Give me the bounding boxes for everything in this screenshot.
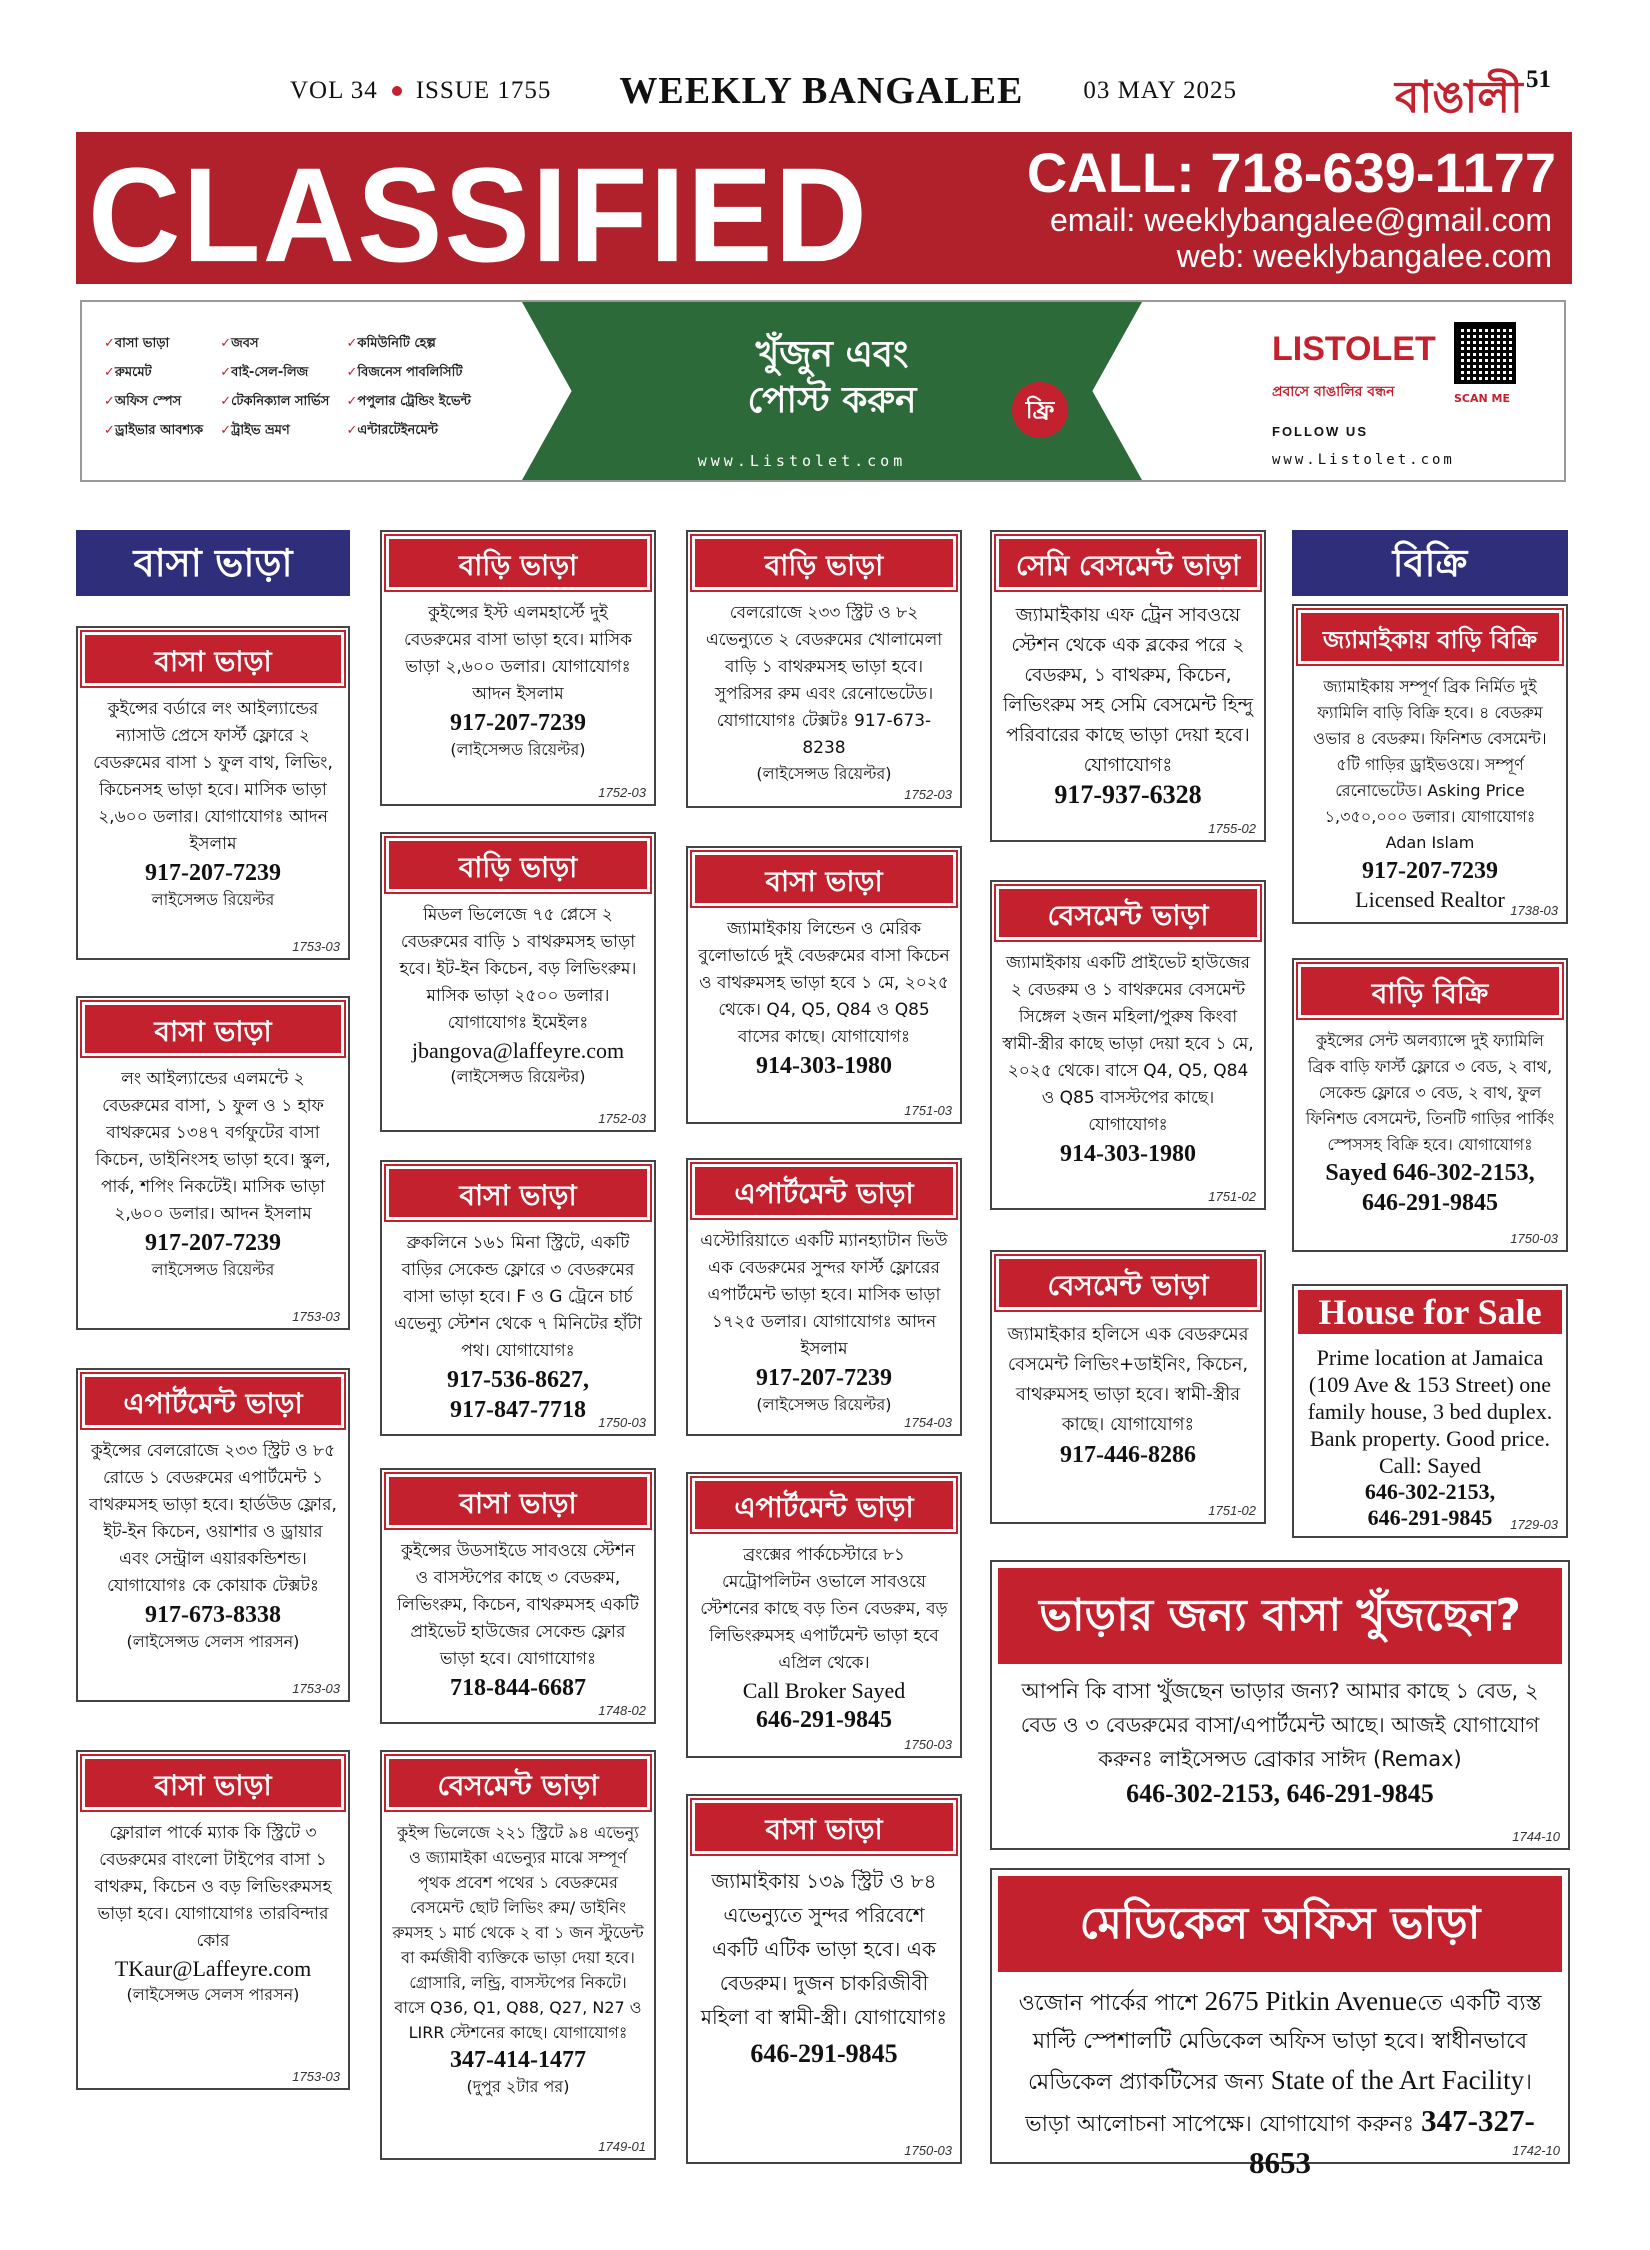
ad-description: বেলরোজে ২৩৩ স্ট্রিট ও ৮২ এভেন্যুতে ২ বেডরুমের খোলামেলা বাড়ি ১ বাথরুমসহ ভাড়া হবে। সুপরিসর রুম এবং রেনোভেটেড। যোগাযোগঃ টেক্সটঃ 917-673-8238	[705, 603, 943, 758]
listolet-categories	[104, 334, 474, 442]
ad-text	[382, 896, 654, 1089]
classified-ad	[1292, 604, 1568, 924]
ad-description: কুইন্সের বেলরোজে ২৩৩ স্ট্রিট ও ৮৫ রোডে ১ বেডরুমের এপার্টমেন্ট ১ বাথরুমসহ ভাড়া হবে। হার্ডউড ফ্লোর, ইট-ইন কিচেন, ওয়াশার ও ড্রায়ার এবং সেন্ট্রাল এয়ারকন্ডিশন্ড। যোগাযোগঃ কে কোয়াক টেক্সটঃ	[89, 1441, 337, 1596]
ad-subtext: লাইসেন্সড রিয়েল্টর	[151, 1260, 275, 1279]
ad-phone: 718-844-6687	[450, 1675, 586, 1701]
ad-subtext: (লাইসেন্সড রিয়েল্টর)	[756, 1395, 892, 1414]
ad-phone: 917-446-8286	[1060, 1442, 1196, 1468]
ad-text	[688, 1536, 960, 1735]
ad-code: 1750-03	[598, 1415, 646, 1430]
ad-text	[992, 1670, 1568, 1812]
ad-text	[992, 1978, 1568, 2186]
ad-phone: 646-291-9845	[1367, 1505, 1493, 1530]
ad-description: জ্যামাইকায় ১৩৯ স্ট্রিট ও ৮৪ এভেন্যুতে সুন্দর পরিবেশে একটি এটিক ভাড়া হবে। এক বেডরুম। দুজন চাকরিজীবী মহিলা বা স্বামী-স্ত্রী। যোগাযোগঃ	[700, 1869, 948, 2029]
ad-title: House for Sale	[1298, 1290, 1562, 1334]
ad-title: বেসমেন্ট ভাড়া	[386, 1756, 650, 1810]
category-item: ✓ বিজনেস পাবলিসিটি	[346, 363, 474, 384]
ad-title: ভাড়ার জন্য বাসা খুঁজছেন?	[998, 1568, 1562, 1664]
ad-title: বাসা ভাড়া	[82, 1756, 344, 1810]
category-item: ✓ এন্টারটেইনমেন্ট	[346, 421, 474, 442]
ad-text	[992, 594, 1264, 810]
ad-code: 1729-03	[1510, 1517, 1558, 1532]
ad-phone: 914-303-1980	[1060, 1141, 1196, 1167]
category-item: ✓ জবস	[220, 334, 332, 355]
ad-phone: 646-291-9845	[1362, 1190, 1498, 1216]
classified-ad	[380, 832, 656, 1132]
ad-description: কুইন্সের উডসাইডে সাবওয়ে স্টেশন ও বাসস্টপের কাছে ৩ বেডরুম, লিভিংরুম, কিচেন, বাথরুমসহ একটি প্রাইভেট হাউজের সেকেন্ড ফ্লোর ভাড়া হবে। যোগাযোগঃ	[397, 1541, 639, 1669]
ad-description: কুইন্স ভিলেজে ২২১ স্ট্রিটে ৯৪ এভেন্যু ও জ্যামাইকা এভেন্যুর মাঝে সম্পূর্ণ পৃথক প্রবেশ পথের ১ বেডরুমের বেসমেন্ট ছোট লিভিং রুম/ ডাইনিং রুমসহ ১ মার্চ থেকে ২ বা ১ জন স্টুডেন্ট বা কর্মজীবী ব্যক্তিকে ভাড়া দেয়া হবে। গ্রোসারি, লন্ড্রি, বাসস্টপের নিকটে। বাসে Q36, Q1, Q88, Q27, N27 ও LIRR স্টেশনের কাছে। যোগাযোগঃ	[392, 1823, 644, 2042]
classified-ad	[686, 1158, 962, 1436]
ad-title: বাড়ি বিক্রি	[1298, 964, 1562, 1018]
ad-phone: 347-414-1477	[450, 2047, 586, 2073]
issue-number: ISSUE 1755	[415, 77, 552, 104]
listolet-tagline: প্রবাসে বাঙালির বন্ধন	[1272, 384, 1395, 400]
ad-description: তে একটি ব্যস্ত মাল্টি স্পেশালটি মেডিকেল অফিস ভাড়া হবে। স্বাধীনভাবে মেডিকেল প্র্যাকটিসের জন্য	[1027, 1991, 1542, 2095]
ad-code: 1751-02	[1208, 1189, 1256, 1204]
masthead	[290, 66, 1551, 123]
ad-subtext: (লাইসেন্সড রিয়েল্টর)	[450, 1067, 586, 1086]
ad-title: বাসা ভাড়া	[82, 632, 344, 686]
ad-description: ব্রুকলিনে ১৬১ মিনা স্ট্রিটে, একটি বাড়ির সেকেন্ড ফ্লোরে ৩ বেডরুমের বাসা ভাড়া হবে। F ও G ট্রেনে চার্চ এভেন্যু স্টেশন থেকে ৭ মিনিটের হাঁটা পথ। যোগাযোগঃ	[394, 1233, 642, 1361]
ad-text	[688, 594, 960, 786]
ad-text	[78, 1060, 348, 1282]
ad-email: jbangova@laffeyre.com	[411, 1038, 625, 1063]
ad-description: জ্যামাইকায় এফ ট্রেন সাবওয়ে স্টেশন থেকে এক ব্লকের পরে ২ বেডরুম, ১ বাথরুম, কিচেন, লিভিংরুম সহ সেমি বেসমেন্ট হিন্দু পরিবারের কাছে ভাড়া দেয়া হবে। যোগাযোগঃ	[1002, 604, 1254, 776]
classified-banner	[76, 132, 1572, 291]
ad-description: Prime location at Jamaica (109 Ave & 153 Street) one family house, 3 bed duplex. Bank property. Good price. Call: Sayed	[1307, 1345, 1553, 1478]
ad-code: 1753-03	[292, 1309, 340, 1324]
ad-phone: 646-302-2153, 646-291-9845	[1126, 1779, 1434, 1808]
ad-text	[1294, 1022, 1566, 1218]
classified-ad	[686, 1794, 962, 2164]
ad-title: বেসমেন্ট ভাড়া	[996, 886, 1260, 940]
ad-phone: 914-303-1980	[756, 1053, 892, 1079]
ad-title: বাড়ি ভাড়া	[386, 536, 650, 590]
listolet-url-right: www.Listolet.com	[1272, 452, 1455, 468]
ad-title: বাসা ভাড়া	[386, 1474, 650, 1528]
ad-text	[688, 910, 960, 1081]
listolet-url: www.Listolet.com	[697, 452, 907, 470]
ad-code: 1748-02	[598, 1703, 646, 1718]
category-item: ✓ বাসা ভাড়া	[104, 334, 206, 355]
classified-ad	[1292, 958, 1568, 1252]
ad-description: এস্টোরিয়াতে একটি ম্যানহ্যাটান ভিউ এক বেডরুমের সুন্দর ফার্স্ট ফ্লোরের এপার্টমেন্ট ভাড়া হবে। মাসিক ভাড়া ১৭২৫ ডলার। যোগাযোগঃ আদন ইসলাম	[700, 1231, 948, 1359]
ad-description: মিডল ভিলেজে ৭৫ প্লেসে ২ বেডরুমের বাড়ি ১ বাথরুমসহ ভাড়া হবে। ইট-ইন কিচেন, বড় লিভিংরুম। মাসিক ভাড়া ২৫০০ ডলার। যোগাযোগঃ ইমেইলঃ	[399, 905, 637, 1033]
ad-code: 1742-10	[1512, 2143, 1560, 2158]
ad-text	[1294, 668, 1566, 914]
classified-ad	[990, 1560, 1570, 1850]
ad-description: আপনি কি বাসা খুঁজছেন ভাড়ার জন্য? আমার কাছে ১ বেড, ২ বেড ও ৩ বেডরুমের বাসা/এপার্টমেন্ট আছে। আজই যোগাযোগ করুনঃ লাইসেন্সড ব্রোকার সাঈদ (Remax)	[1020, 1679, 1540, 1771]
ad-subtext: (লাইসেন্সড সেলস পারসন)	[126, 1985, 300, 2004]
classified-ad	[380, 1750, 656, 2160]
banner-title: CLASSIFIED	[88, 140, 869, 291]
ad-code: 1750-03	[904, 2143, 952, 2158]
slogan-line: পোস্ট করুন	[747, 380, 917, 421]
section-header-sale: বিক্রি	[1292, 530, 1568, 596]
ad-text	[382, 594, 654, 762]
ad-description: কুইন্সের বর্ডারে লং আইল্যান্ডের ন্যাসাউ প্রেসে ফার্স্ট ফ্লোরে ২ বেডরুমের বাসা ১ ফুল বাথ, লিভিং, কিচেনসহ ভাড়া হবে। মাসিক ভাড়া ২,৬০০ ডলার। যোগাযোগঃ আদন ইসলাম	[93, 699, 333, 854]
ad-description: লং আইল্যান্ডের এলমন্টে ২ বেডরুমের বাসা, ১ ফুল ও ১ হাফ বাথরুমের ১৩৪৭ বর্গফুটের বাসা কিচেন, ডাইনিংসহ ভাড়া হবে। স্কুল, পার্ক, শপিং নিকটেই। মাসিক ভাড়া ২,৬০০ ডলার। আদন ইসলাম	[95, 1069, 331, 1224]
publication-logo: বাঙালী	[1395, 72, 1523, 123]
ad-text	[382, 1532, 654, 1703]
ad-title: বাসা ভাড়া	[692, 1800, 956, 1854]
ad-title: বাসা ভাড়া	[692, 852, 956, 906]
ad-phone: 646-302-2153,	[1364, 1479, 1496, 1504]
ad-text	[78, 1814, 348, 2007]
category-item: ✓ ট্রাইভ ভ্রমণ	[220, 421, 332, 442]
free-badge: ফ্রি	[1012, 382, 1068, 438]
ad-description: জ্যামাইকার হলিসে এক বেডরুমের বেসমেন্ট লিভিং+ডাইনিং, কিচেন, বাথরুমসহ ভাড়া হবে। স্বামী-স্ত্রীর কাছে। যোগাযোগঃ	[1007, 1324, 1249, 1435]
ad-phone: Sayed 646-302-2153,	[1325, 1160, 1535, 1186]
classified-ad	[76, 1368, 350, 1702]
ad-address: 2675 Pitkin Avenue	[1204, 1986, 1418, 2016]
classified-ad	[380, 1468, 656, 1724]
banner-phone: CALL: 718-639-1177	[1026, 141, 1556, 204]
ad-subtext: (লাইসেন্সড সেলস পারসন)	[126, 1632, 300, 1651]
ad-email: TKaur@Laffeyre.com	[114, 1956, 312, 1981]
ad-text	[688, 1858, 960, 2074]
ad-code: 1752-03	[598, 1111, 646, 1126]
ad-title: বাড়ি ভাড়া	[692, 536, 956, 590]
classified-ad	[76, 626, 350, 960]
classified-ad	[990, 1250, 1266, 1524]
ad-phone: 917-207-7239	[756, 1365, 892, 1391]
listolet-logo: LISTOLET	[1272, 330, 1436, 368]
volume: VOL 34	[290, 77, 378, 104]
ad-call-broker: Call Broker Sayed	[742, 1678, 906, 1703]
classified-ad	[76, 996, 350, 1330]
ad-code: 1749-01	[598, 2139, 646, 2154]
classified-ad	[686, 846, 962, 1124]
ad-phone: 347-327-8653	[1249, 2103, 1535, 2180]
ad-text	[688, 1222, 960, 1417]
category-item: ✓ কমিউনিটি হেল্প	[346, 334, 474, 355]
classified-ad	[380, 530, 656, 806]
ad-description: জ্যামাইকায় একটি প্রাইভেট হাউজের ২ বেডরুম ও ১ বাথরুমের বেসমেন্ট সিঙ্গেল ২জন মহিলা/পুরুষ কিংবা স্বামী-স্ত্রীর কাছে ভাড়া দেয়া হবে ১ মে, ২০২৫ থেকে। বাসে Q4, Q5, Q84 ও Q85 বাসস্টপের কাছে। যোগাযোগঃ	[1002, 953, 1254, 1135]
ad-phone: 917-207-7239	[145, 860, 281, 886]
ad-code: 1752-03	[904, 787, 952, 802]
ad-code: 1753-03	[292, 2069, 340, 2084]
ad-text	[78, 690, 348, 912]
ad-code: 1750-03	[904, 1737, 952, 1752]
ad-code: 1750-03	[1510, 1231, 1558, 1246]
ad-description: কুইন্সের ইস্ট এলমহার্স্টে দুই বেডরুমের বাসা ভাড়া হবে। মাসিক ভাড়া ২,৬০০ ডলার। যোগাযোগঃ আদন ইসলাম	[403, 603, 633, 704]
ad-phone: 917-673-8338	[145, 1602, 281, 1628]
ad-phone: 917-847-7718	[450, 1397, 586, 1423]
ad-subtext: (লাইসেন্সড রিয়েল্টর)	[450, 740, 586, 759]
ad-code: 1738-03	[1510, 903, 1558, 918]
ad-text	[78, 1432, 348, 1654]
banner-web: web: weeklybangalee.com	[1176, 238, 1552, 274]
classified-ad	[686, 1472, 962, 1758]
banner-email: email: weeklybangalee@gmail.com	[1049, 202, 1552, 238]
ad-code: 1753-03	[292, 939, 340, 954]
ad-subtext: (লাইসেন্সড রিয়েল্টর)	[756, 764, 892, 783]
ad-phone: 917-536-8627,	[447, 1367, 589, 1393]
ad-code: 1754-03	[904, 1415, 952, 1430]
ad-code: 1753-03	[292, 1681, 340, 1696]
listolet-slogan	[642, 332, 1022, 424]
classified-ad	[990, 880, 1266, 1210]
ad-title: বাড়ি ভাড়া	[386, 838, 650, 892]
issue-date: 03 MAY 2025	[1083, 77, 1237, 104]
ad-code: 1752-03	[598, 785, 646, 800]
ad-text	[992, 944, 1264, 1169]
category-item: ✓ অফিস স্পেস	[104, 392, 206, 413]
publication-title: WEEKLY BANGALEE	[619, 70, 1024, 112]
ad-text	[382, 1224, 654, 1425]
ad-description: জ্যামাইকায় সম্পূর্ণ ব্রিক নির্মিত দুই ফ্যামিলি বাড়ি বিক্রি হবে। ৪ বেডরুম ওভার ৪ বেডরুম। ফিনিশড বেসমেন্ট। ৫টি গাড়ির ড্রাইভওয়ে। সম্পূর্ণ রেনোভেটেড। Asking Price ১,৩৫০,০০০ ডলার। যোগাযোগঃ Adan Islam	[1313, 677, 1547, 852]
section-header-rent: বাসা ভাড়া	[76, 530, 350, 596]
ad-title: এপার্টমেন্ট ভাড়া	[692, 1478, 956, 1532]
qr-code-icon	[1454, 322, 1516, 384]
slogan-line: খুঁজুন এবং	[755, 334, 909, 375]
ad-phone: 646-291-9845	[756, 1707, 892, 1733]
ad-title: এপার্টমেন্ট ভাড়া	[692, 1164, 956, 1218]
category-item: ✓ বাই-সেল-লিজ	[220, 363, 332, 384]
ad-title: সেমি বেসমেন্ট ভাড়া	[996, 536, 1260, 590]
ad-description: ফ্লোরাল পার্কে ম্যাক কি স্ট্রিটে ৩ বেডরুমের বাংলো টাইপের বাসা ১ বাথরুম, কিচেন ও বড় লিভিংরুমসহ ভাড়া হবে। যোগাযোগঃ তারবিন্দার কোর	[94, 1823, 332, 1951]
ad-phone: 646-291-9845	[750, 2039, 898, 2068]
category-item: ✓ পপুলার ট্রেন্ডিং ইভেন্ট	[346, 392, 474, 413]
ad-description: ওজোন পার্কের পাশে	[1018, 1991, 1205, 2016]
ad-description: জ্যামাইকায় লিন্ডেন ও মেরিক বুলোভার্ডে দুই বেডরুমের বাসা কিচেন ও বাথরুমসহ ভাড়া হবে ১ মে, ২০২৫ থেকে। Q4, Q5, Q84 ও Q85 বাসের কাছে। যোগাযোগঃ	[698, 919, 950, 1047]
ad-phone: 917-207-7239	[450, 710, 586, 736]
ad-title: এপার্টমেন্ট ভাড়া	[82, 1374, 344, 1428]
page-number: 51	[1526, 66, 1551, 93]
ad-code: 1744-10	[1512, 1829, 1560, 1844]
ad-title: মেডিকেল অফিস ভাড়া	[998, 1876, 1562, 1972]
category-item: ✓ ড্রাইভার আবশ্যক	[104, 421, 206, 442]
follow-us-label: FOLLOW US	[1272, 424, 1368, 439]
classified-ad	[1292, 1284, 1568, 1538]
ad-description: ব্রংক্সের পার্কচেস্টারে ৮১ মেট্রোপলিটন ওভালে সাবওয়ে স্টেশনের কাছে বড় তিন বেডরুম, বড় লিভিংরুমসহ এপার্টমেন্ট ভাড়া হবে এপ্রিল থেকে।	[700, 1545, 948, 1673]
ad-text	[1294, 1338, 1566, 1531]
listolet-advert	[80, 300, 1566, 482]
classified-ad	[686, 530, 962, 808]
ad-subtext: Licensed Realtor	[1355, 887, 1505, 912]
ad-phone: 917-937-6328	[1054, 780, 1202, 809]
ad-title: বেসমেন্ট ভাড়া	[996, 1256, 1260, 1310]
ad-phone: 917-207-7239	[145, 1230, 281, 1256]
classified-ad	[76, 1750, 350, 2090]
bullet-dot-icon	[392, 86, 402, 96]
ad-description: । ভাড়া আলোচনা সাপেক্ষে। যোগাযোগ করুনঃ	[1025, 2070, 1533, 2137]
ad-title: বাসা ভাড়া	[82, 1002, 344, 1056]
ad-description: কুইন্সের সেন্ট অলব্যান্সে দুই ফ্যামিলি ব্রিক বাড়ি ফার্স্ট ফ্লোরে ৩ বেড, ২ বাথ, সেকেন্ড ফ্লোরে ৩ বেড, ২ বাথ, ফুল ফিনিশড বেসমেন্ট, তিনটি গাড়ির পার্কিং স্পেসসহ বিক্রি হবে। যোগাযোগঃ	[1305, 1031, 1555, 1154]
ad-text	[992, 1314, 1264, 1470]
classified-ad	[990, 530, 1266, 842]
ad-code: 1751-03	[904, 1103, 952, 1118]
ad-title: বাসা ভাড়া	[386, 1166, 650, 1220]
classified-ad	[990, 1868, 1570, 2180]
ad-facility: State of the Art Facility	[1270, 2065, 1525, 2095]
ad-text	[382, 1814, 654, 2099]
scan-me-label: SCAN ME	[1454, 392, 1511, 405]
category-item: ✓ টেকনিক্যাল সার্ভিস	[220, 392, 332, 413]
ad-phone: 917-207-7239	[1362, 858, 1498, 884]
ad-title: জ্যামাইকায় বাড়ি বিক্রি	[1298, 610, 1562, 664]
ad-code: 1755-02	[1208, 821, 1256, 836]
ad-code: 1751-02	[1208, 1503, 1256, 1518]
ad-subtext: (দুপুর ২টার পর)	[466, 2077, 570, 2096]
ad-subtext: লাইসেন্সড রিয়েল্টর	[151, 890, 275, 909]
category-item: ✓ রুমমেট	[104, 363, 206, 384]
classified-ad	[380, 1160, 656, 1436]
